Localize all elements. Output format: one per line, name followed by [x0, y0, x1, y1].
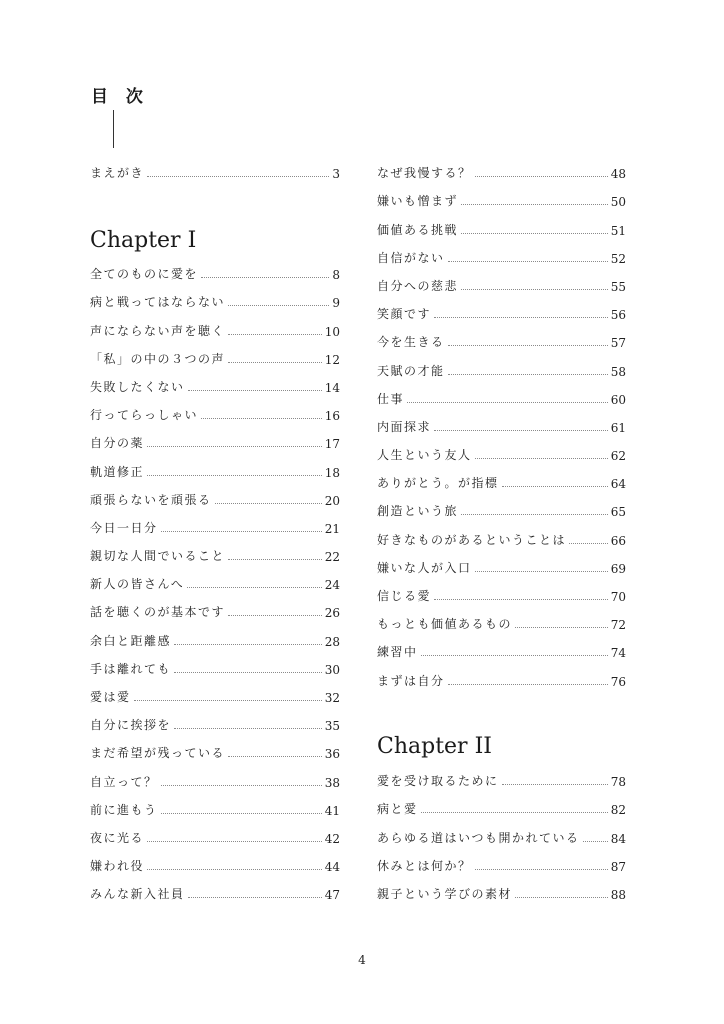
toc-entry	[90, 846, 340, 874]
dot-leader	[174, 644, 322, 645]
page-number: 4	[358, 953, 366, 967]
toc-entry-page: 78	[610, 775, 626, 790]
toc-entry-page: 62	[610, 449, 626, 464]
dot-leader	[502, 784, 608, 785]
dot-leader	[421, 655, 608, 656]
toc-entry-page: 82	[610, 803, 626, 818]
toc-entry	[377, 632, 626, 660]
toc-entry-page: 3	[332, 167, 340, 182]
dot-leader	[147, 475, 322, 476]
dot-leader	[448, 261, 608, 262]
toc-entry	[90, 761, 340, 789]
toc-entry-page: 51	[610, 223, 626, 238]
toc-entry	[377, 761, 626, 789]
toc-entry-title: 人生という友人	[377, 448, 472, 463]
toc-entry	[377, 181, 626, 209]
toc-entry-title: 天賦の才能	[377, 363, 445, 378]
toc-entry	[377, 660, 626, 688]
toc-entry-title: 自分への慈悲	[377, 278, 459, 293]
toc-entry-page: 66	[610, 533, 626, 548]
toc-entry-title: あらゆる道はいつも開かれている	[377, 830, 580, 845]
toc-entry-page: 84	[610, 831, 626, 846]
toc-entry-page: 17	[324, 437, 340, 452]
toc-entry-page: 10	[324, 324, 340, 339]
toc-entry	[90, 874, 340, 902]
dot-leader	[228, 615, 322, 616]
toc-title: 目 次	[91, 87, 149, 107]
toc-entry-title: 愛は愛	[90, 690, 131, 704]
toc-entry-page: 52	[610, 251, 626, 266]
toc-entry	[90, 339, 340, 367]
toc-entry-page: 8	[332, 268, 340, 283]
toc-entry-page: 30	[324, 662, 340, 677]
dot-leader	[147, 841, 322, 842]
dot-leader	[174, 672, 322, 673]
toc-entry	[377, 238, 626, 266]
toc-entry	[90, 677, 340, 705]
toc-entry-page: 42	[324, 831, 340, 846]
toc-entry-page: 64	[610, 477, 626, 492]
toc-entry-title: 笑顔です	[377, 307, 432, 322]
toc-entry	[377, 153, 626, 181]
toc-entry-page: 21	[324, 521, 340, 536]
toc-entry-page: 26	[324, 606, 340, 621]
dot-leader	[147, 176, 329, 177]
toc-entry	[377, 407, 626, 435]
toc-entry	[90, 790, 340, 818]
dot-leader	[228, 756, 322, 757]
dot-leader	[228, 334, 322, 335]
toc-entry-title: 余白と距離感	[90, 633, 172, 648]
dot-leader	[187, 587, 321, 588]
dot-leader	[188, 897, 322, 898]
toc-entry-title: みんな新入社員	[90, 887, 185, 902]
toc-entry	[90, 705, 340, 733]
dot-leader	[161, 531, 322, 532]
dot-leader	[475, 571, 608, 572]
toc-entry-title: 夜に光る	[90, 830, 145, 845]
toc-entry	[90, 395, 340, 423]
toc-entry-page: 55	[610, 279, 626, 294]
toc-entry-page: 9	[332, 296, 340, 311]
toc-entry-page: 24	[324, 578, 340, 593]
dot-leader	[448, 374, 608, 375]
toc-entry-page: 70	[610, 590, 626, 604]
toc-entry-page: 14	[324, 380, 340, 395]
toc-entry	[377, 491, 626, 519]
toc-entry-title: まえがき	[90, 166, 145, 181]
toc-entry	[90, 367, 340, 395]
toc-entry	[90, 153, 340, 181]
toc-entry	[90, 310, 340, 338]
title-vertical-rule	[113, 110, 114, 148]
dot-leader	[434, 317, 608, 318]
toc-entry-page: 18	[324, 465, 340, 480]
toc-entry	[377, 209, 626, 237]
dot-leader	[448, 684, 608, 685]
chapter-1-entries	[90, 254, 340, 902]
toc-entry-page: 41	[324, 803, 340, 818]
dot-leader	[147, 446, 322, 447]
dot-leader	[461, 289, 608, 290]
toc-entry-page: 65	[610, 505, 626, 520]
toc-entry-page: 72	[610, 618, 626, 633]
toc-entry-page: 12	[324, 352, 340, 367]
toc-entry-title: ありがとう。が指標	[377, 476, 499, 491]
toc-entry-title: 話を聴くのが基本です	[90, 605, 226, 620]
toc-entry-title: 自信がない	[377, 250, 445, 265]
toc-entry-title: 今日一日分	[90, 520, 158, 535]
toc-entry	[90, 564, 340, 592]
toc-entry	[90, 451, 340, 479]
toc-entry-title: 仕事	[377, 391, 405, 406]
dot-leader	[147, 869, 322, 870]
toc-entry-title: 信じる愛	[377, 589, 432, 603]
dot-leader	[461, 514, 608, 515]
toc-entry	[377, 874, 626, 902]
toc-entry-title: 嫌いな人が入口	[377, 560, 472, 575]
dot-leader	[475, 458, 608, 459]
toc-entry-page: 32	[324, 691, 340, 705]
dot-leader	[421, 812, 608, 813]
toc-entry-title: まずは自分	[377, 673, 445, 688]
dot-leader	[434, 430, 608, 431]
dot-leader	[569, 543, 608, 544]
toc-entry-page: 69	[610, 561, 626, 576]
toc-entry-page: 60	[610, 392, 626, 407]
chapter-1-continued-entries	[377, 153, 626, 689]
toc-entry-page: 47	[324, 888, 340, 903]
dot-leader	[188, 390, 322, 391]
toc-entry	[90, 733, 340, 761]
toc-entry-title: もっとも価値あるもの	[377, 617, 513, 632]
dot-leader	[475, 176, 608, 177]
dot-leader	[228, 362, 322, 363]
toc-entry-title: 今を生きる	[377, 335, 445, 350]
toc-entry-page: 58	[610, 364, 626, 379]
toc-entry	[90, 480, 340, 508]
toc-entry-title: 嫌われ役	[90, 859, 145, 874]
dot-leader	[434, 599, 608, 600]
toc-entry	[377, 435, 626, 463]
toc-entry-title: 声にならない声を聴く	[90, 323, 226, 338]
toc-entry-page: 74	[610, 646, 626, 661]
toc-entry-page: 56	[610, 308, 626, 323]
toc-entry	[377, 576, 626, 604]
toc-entry-page: 76	[610, 674, 626, 689]
toc-entry-title: まだ希望が残っている	[90, 746, 226, 761]
toc-entry-page: 20	[324, 493, 340, 508]
toc-entry	[90, 536, 340, 564]
toc-entry	[90, 592, 340, 620]
chapter-2-heading: Chapter II	[377, 734, 492, 759]
dot-leader	[228, 305, 329, 306]
toc-entry-title: 前に進もう	[90, 802, 158, 817]
toc-entry	[90, 423, 340, 451]
chapter-2-entries	[377, 761, 626, 902]
toc-entry-title: 嫌いも憎まず	[377, 194, 459, 209]
toc-entry	[377, 548, 626, 576]
toc-entry	[377, 604, 626, 632]
dot-leader	[407, 402, 608, 403]
toc-entry-page: 44	[324, 860, 340, 875]
toc-entry-title: 自立って？	[90, 774, 158, 789]
toc-entry	[90, 620, 340, 648]
toc-entry	[377, 789, 626, 817]
toc-entry-title: 手は離れても	[90, 661, 172, 676]
toc-entry-title: 親子という学びの素材	[377, 886, 513, 901]
toc-entry	[90, 649, 340, 677]
dot-leader	[215, 503, 322, 504]
toc-entry	[377, 294, 626, 322]
dot-leader	[583, 841, 608, 842]
toc-entry	[377, 817, 626, 845]
toc-entry	[377, 379, 626, 407]
toc-entry-title: 病と愛	[377, 802, 418, 817]
toc-entry-page: 35	[324, 719, 340, 734]
dot-leader	[161, 813, 322, 814]
toc-entry-page: 38	[324, 775, 340, 790]
toc-entry-title: 全てのものに愛を	[90, 267, 199, 282]
dot-leader	[475, 869, 608, 870]
chapter-1-heading: Chapter I	[90, 228, 197, 253]
toc-entry-title: 病と戦ってはならない	[90, 295, 226, 310]
toc-entry-title: 親切な人間でいること	[90, 549, 226, 564]
toc-entry-page: 36	[324, 747, 340, 762]
toc-entry-page: 50	[610, 195, 626, 210]
toc-entry-title: 新人の皆さんへ	[90, 577, 185, 592]
toc-entry	[90, 254, 340, 282]
toc-entry-title: 創造という旅	[377, 504, 459, 519]
toc-entry-page: 88	[610, 887, 626, 902]
toc-entry-title: 自分に挨拶を	[90, 718, 172, 733]
toc-entry	[377, 322, 626, 350]
toc-entry-title: なぜ我慢する？	[377, 166, 472, 181]
toc-entry-title: 内面探求	[377, 419, 432, 434]
toc-entry-page: 28	[324, 634, 340, 649]
dot-leader	[174, 728, 322, 729]
toc-entry	[377, 463, 626, 491]
preface-list	[90, 153, 340, 181]
toc-entry-title: 練習中	[377, 645, 418, 660]
dot-leader	[134, 700, 322, 701]
toc-entry-title: 価値ある挑戦	[377, 222, 459, 237]
dot-leader	[448, 345, 608, 346]
toc-entry-title: 自分の薬	[90, 436, 145, 451]
dot-leader	[228, 559, 322, 560]
toc-entry	[90, 282, 340, 310]
toc-entry	[90, 508, 340, 536]
toc-entry	[377, 350, 626, 378]
dot-leader	[515, 627, 608, 628]
toc-entry-title: 軌道修正	[90, 464, 145, 479]
dot-leader	[461, 204, 608, 205]
toc-entry-title: 好きなものがあるということは	[377, 532, 567, 547]
toc-entry	[377, 266, 626, 294]
toc-entry	[377, 519, 626, 547]
toc-entry-title: 休みとは何か？	[377, 858, 472, 873]
toc-entry-title: 失敗したくない	[90, 379, 185, 394]
toc-entry-title: 愛を受け取るために	[377, 774, 499, 789]
toc-entry	[90, 818, 340, 846]
dot-leader	[201, 277, 329, 278]
dot-leader	[515, 897, 608, 898]
toc-entry-page: 48	[610, 167, 626, 182]
toc-entry-page: 61	[610, 420, 626, 435]
dot-leader	[201, 418, 322, 419]
toc-entry-page: 87	[610, 859, 626, 874]
toc-entry-page: 22	[324, 550, 340, 565]
toc-entry-page: 57	[610, 336, 626, 351]
toc-entry-title: 頑張らないを頑張る	[90, 492, 212, 507]
toc-entry-page: 16	[324, 409, 340, 424]
toc-entry-title: 「私」の中の３つの声	[90, 351, 226, 366]
dot-leader	[502, 486, 608, 487]
toc-entry-title: 行ってらっしゃい	[90, 408, 199, 423]
toc-entry	[377, 846, 626, 874]
dot-leader	[461, 233, 608, 234]
dot-leader	[161, 785, 322, 786]
